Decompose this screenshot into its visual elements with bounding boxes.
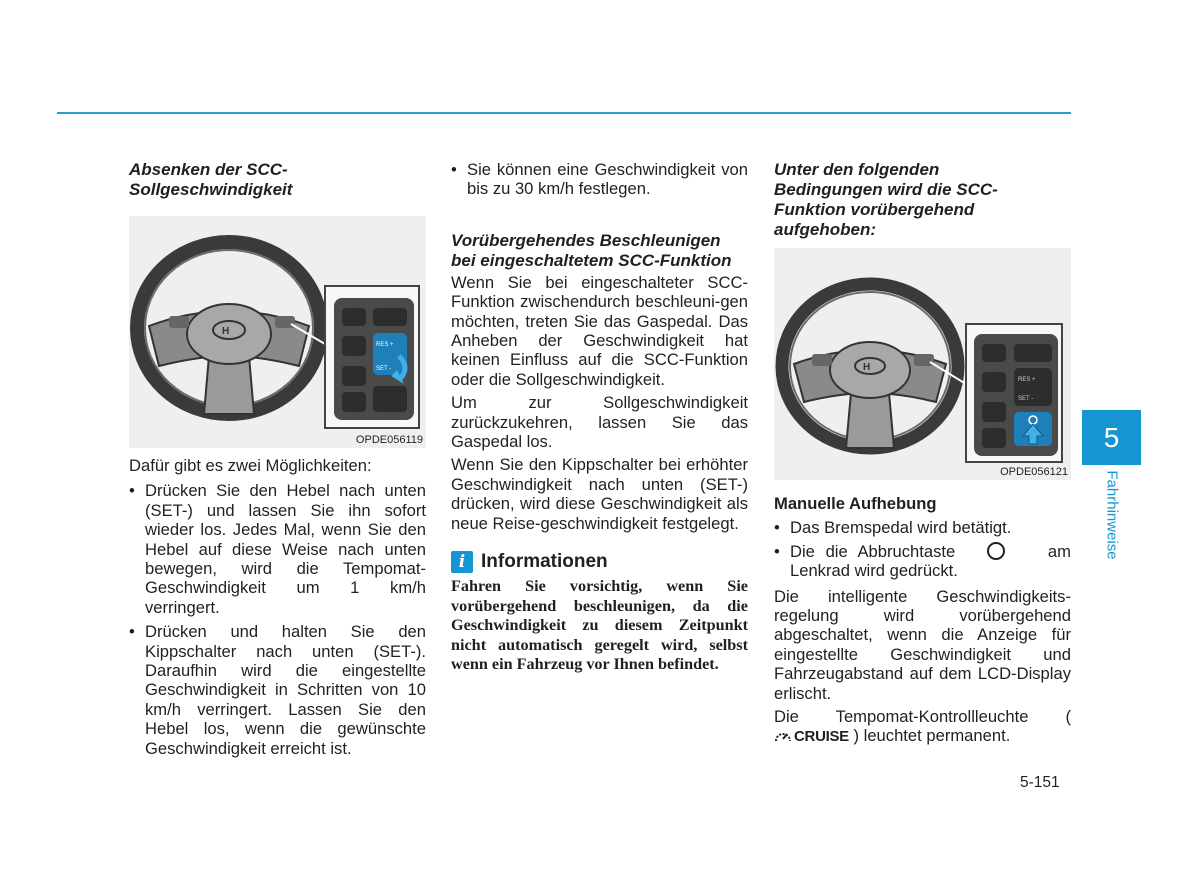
steering-wheel-figure	[774, 248, 1071, 480]
column-2	[451, 160, 748, 675]
cancel-list	[774, 518, 1071, 580]
speed-list	[451, 160, 748, 199]
svg-text:SET -: SET -	[1018, 396, 1034, 402]
paragraph: Die intelligente Geschwindigkeits-regelung wird vorübergehend abgeschaltet, wenn die Anzeige für eingestellte Geschwindigkeit und Fahrzeugabstand auf dem LCD-Display erlischt.	[774, 586, 1071, 703]
cancel-circle-icon	[987, 542, 1005, 560]
top-rule	[57, 112, 1071, 114]
page-number: 5-151	[1020, 774, 1060, 791]
cruise-indicator	[774, 727, 849, 746]
steering-wheel-illustration	[129, 216, 426, 448]
info-header	[451, 551, 748, 573]
paragraph-post: ) leuchtet permanent.	[853, 726, 1011, 746]
chapter-label: Fahrhinweise	[1103, 470, 1121, 560]
section-heading: Absenken der SCC-Sollgeschwindigkeit	[129, 160, 293, 199]
options-list	[129, 481, 426, 758]
paragraph	[774, 707, 1071, 746]
column-3	[774, 160, 1071, 746]
subheading: Manuelle Aufhebung	[774, 494, 937, 513]
figure-code: OPDE056121	[1000, 466, 1068, 478]
info-body: Fahren Sie vorsichtig, wenn Sie vorübergehend beschleunigen, da die Geschwindigkeit zu diesem Zeitpunkt nicht automatisch geregelt wird, selbst wenn ein Fahrzeug vor Ihnen befindet.	[451, 577, 748, 674]
section-heading: Unter den folgenden Bedingungen wird die SCC-Funktion vorübergehend aufgehoben:	[774, 160, 998, 239]
paragraph: Wenn Sie bei eingeschalteter SCC-Funktion zwischendurch beschleuni-gen möchten, treten Sie das Gaspedal. Das Anheben der Geschwindigkeit hat keinen Einfluss auf die SCC-Funktion oder die Sollgeschwindigkeit.	[451, 272, 748, 389]
section-heading: Vorübergehendes Beschleunigen bei eingeschaltetem SCC-Funktion	[451, 230, 732, 270]
intro-text: Dafür gibt es zwei Möglichkeiten:	[129, 456, 372, 475]
list-item: • Sie können eine Geschwindigkeit von bis zu 30 km/h festlegen.	[451, 160, 748, 199]
steering-wheel-illustration	[774, 248, 1071, 480]
svg-text:RES +: RES +	[376, 342, 394, 348]
cruise-label: CRUISE	[794, 727, 849, 745]
bullet-text-pre: Die die Abbruchtaste	[790, 541, 956, 561]
paragraph: Wenn Sie den Kippschalter bei erhöhter Geschwindigkeit nach unten (SET-) drücken, wird diese Geschwindigkeit als neue Reise-geschwindigkeit festgelegt.	[451, 455, 748, 533]
svg-text:H: H	[222, 326, 230, 337]
column-1	[129, 160, 426, 758]
list-item: • Das Bremspedal wird betätigt.	[774, 518, 1071, 537]
steering-wheel-figure	[129, 216, 426, 448]
info-icon: i	[451, 551, 473, 573]
list-item	[774, 542, 1071, 581]
paragraph-pre: Die Tempomat-Kontrollleuchte (	[774, 707, 1071, 727]
figure-code: OPDE056119	[355, 434, 423, 446]
speedometer-icon	[774, 728, 792, 744]
svg-text:RES +: RES +	[1018, 377, 1036, 383]
svg-text:SET -: SET -	[376, 366, 392, 372]
info-title: Informationen	[481, 551, 608, 573]
chapter-number: 5	[1103, 422, 1120, 453]
paragraph: Um zur Sollgeschwindigkeit zurückzukehren, lassen Sie das Gaspedal los.	[451, 393, 748, 452]
list-item: • Drücken Sie den Hebel nach unten (SET-) und lassen Sie ihn sofort wieder los. Jedes Mal, wenn Sie den Hebel auf diese Weise nach unten bewegen, wird die Tempomat-Geschwindigkeit um 1 km/h verringert.	[129, 481, 426, 617]
list-item: • Drücken und halten Sie den Kippschalter nach unten (SET-). Daraufhin wird die eingestellte Geschwindigkeit in Schritten von 10 km/h verringert. Lassen Sie den Hebel los, wenn die gewünschte Geschwindigkeit erreicht ist.	[129, 622, 426, 758]
svg-text:H: H	[863, 362, 871, 373]
bullet-text-post: am Lenkrad wird gedrückt.	[790, 541, 1071, 581]
